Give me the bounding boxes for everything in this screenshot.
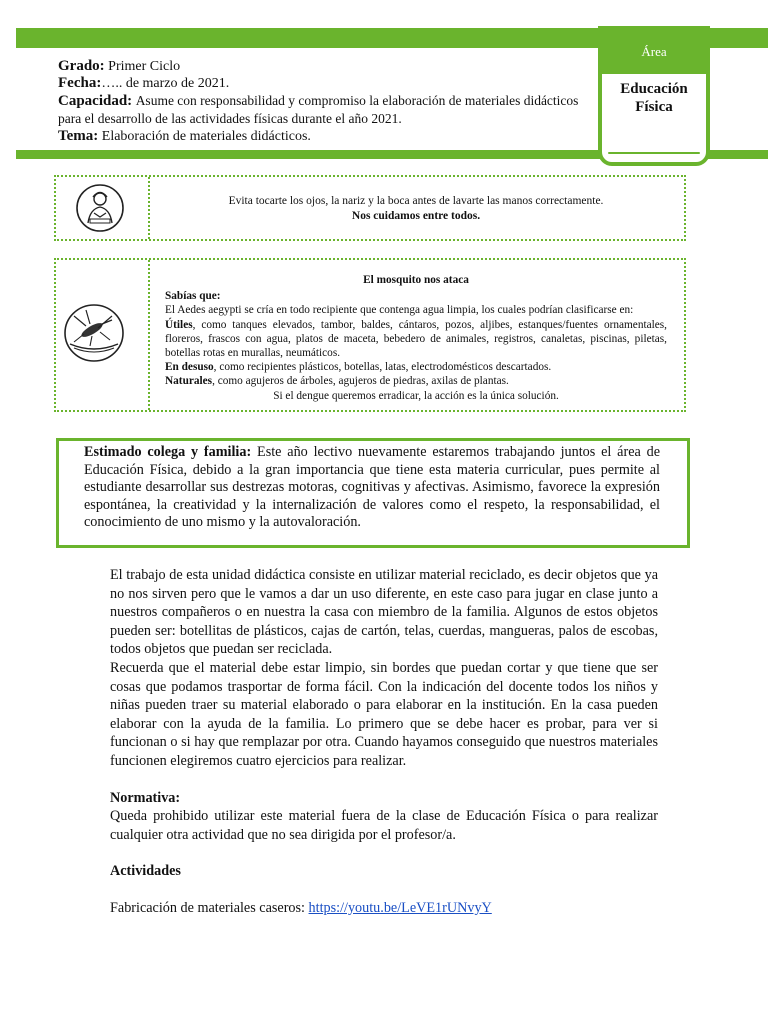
greeting-text [84, 444, 660, 532]
fabricacion-line [110, 899, 658, 918]
utiles-text: , como tanques elevados, tambor, baldes, cántaros, pozos, aljibes, estanques/fuentes ornamentales, floreros, frascos con agua, platos de maceta, bebedero de animales, registros, canaletas, piscinas, piletas, botellas rotas en murallas, neumáticos. [165, 318, 667, 360]
area-card-underline [608, 152, 700, 154]
mosquito-icon [62, 302, 126, 364]
utiles-label: Útiles [165, 318, 193, 331]
area-card-title: Área [602, 30, 706, 74]
fabricacion-label: Fabricación de materiales caseros: [110, 899, 309, 916]
fecha-value: ….. de marzo de 2021. [101, 76, 230, 91]
normativa-text: Queda prohibido utilizar este material fuera de la clase de Educación Física o para realizar cualquier otra actividad que no sea dirigida por el profesor/a. [110, 808, 658, 843]
desuso-label: En desuso [165, 361, 214, 374]
grado-label: Grado: [58, 58, 105, 74]
grado-value: Primer Ciclo [108, 59, 181, 74]
actividades-heading: Actividades [110, 863, 181, 880]
hygiene-notice-text [147, 194, 685, 224]
mosquito-title: El mosquito nos ataca [363, 274, 469, 286]
naturales-text: , como agujeros de árboles, agujeros de piedras, axilas de plantas. [212, 375, 509, 388]
document-header [58, 58, 588, 145]
mosquito-sabias: Sabías que: [165, 290, 221, 303]
person-washing-icon [74, 183, 126, 233]
tema-value: Elaboración de materiales didácticos. [101, 129, 311, 144]
capacidad-label: Capacidad: [58, 93, 133, 109]
body-paragraph-1: El trabajo de esta unidad didáctica consiste en utilizar material reciclado, es decir objetos que ya no nos sirven pero que le vamos a dar un uso diferente, en este caso para jugar en clase junto a nuestros compañeros o en nuestra la casa con miembro de la familia. Algunos de estos objetos pueden ser: botellitas de plásticos, cajas de cartón, telas, cuerdas, mangueras, palos de escobas, todos objetos que puedan ser reciclada. [110, 567, 658, 658]
capacidad-value: Asume con responsabilidad y compromiso la elaboración de materiales didácticos para el desarrollo de las actividades físicas durante el año 2021. [58, 93, 579, 126]
greeting-body: Este año lectivo nuevamente estaremos trabajando juntos el área de Educación Física, debido a la gran importancia que tiene esta materia curricular, pues permite al estudiante desarrollar sus destrezas motoras, cognitivas y afectivas. Asimismo, favorece la expresión espontánea, la creatividad y la internalización de valores como el respeto, la responsabilidad, el conocimiento de uno mismo y la autovaloración. [84, 444, 660, 530]
youtube-link[interactable]: https://youtu.be/LeVE1rUNvyY [308, 899, 492, 916]
desuso-text: , como recipientes plásticos, botellas, latas, electrodomésticos descartados. [213, 361, 552, 374]
mosquito-naturales [165, 374, 667, 388]
area-card [598, 26, 710, 166]
mosquito-intro: El Aedes aegypti se cría en todo recipiente que contenga agua limpia, los cuales podrían clasificarse en: [165, 304, 634, 317]
area-card-line2: Física [635, 99, 673, 115]
fecha-label: Fecha: [58, 75, 102, 91]
mosquito-desuso [165, 360, 667, 374]
body-paragraph-2: Recuerda que el material debe estar limpio, sin bordes que puedan cortar y que tiene que ser cosas que podamos trasportar de forma fácil. Con la indicación del docente todos los niños y niñas pueden traer su material elaborado o para elaborar en la institución. En la casa pueden elaborar con la ayuda de la familia. Lo primero que se debe hacer es probar, para ver si funcionan o si hay que remplazar por otra. Cuando hayamos conseguido que nuestros materiales funcionen elegiremos cuatro ejercicios para realizar. [110, 659, 658, 769]
area-card-line1: Educación [620, 81, 688, 97]
normativa-heading: Normativa: [110, 789, 181, 806]
mosquito-box-separator [148, 260, 150, 410]
mosquito-info-text [165, 273, 667, 403]
main-content [110, 566, 658, 918]
naturales-label: Naturales [165, 375, 213, 388]
mosquito-closing: Si el dengue queremos erradicar, la acción es la única solución. [273, 389, 559, 402]
tema-label: Tema: [58, 128, 99, 144]
area-card-subject [602, 74, 706, 116]
hygiene-line-2: Nos cuidamos entre todos. [351, 210, 481, 222]
mosquito-utiles [165, 318, 667, 361]
hygiene-line-1: Evita tocarte los ojos, la nariz y la boca antes de lavarte las manos correctamente. [228, 195, 604, 207]
greeting-label: Estimado colega y familia: [84, 444, 252, 460]
